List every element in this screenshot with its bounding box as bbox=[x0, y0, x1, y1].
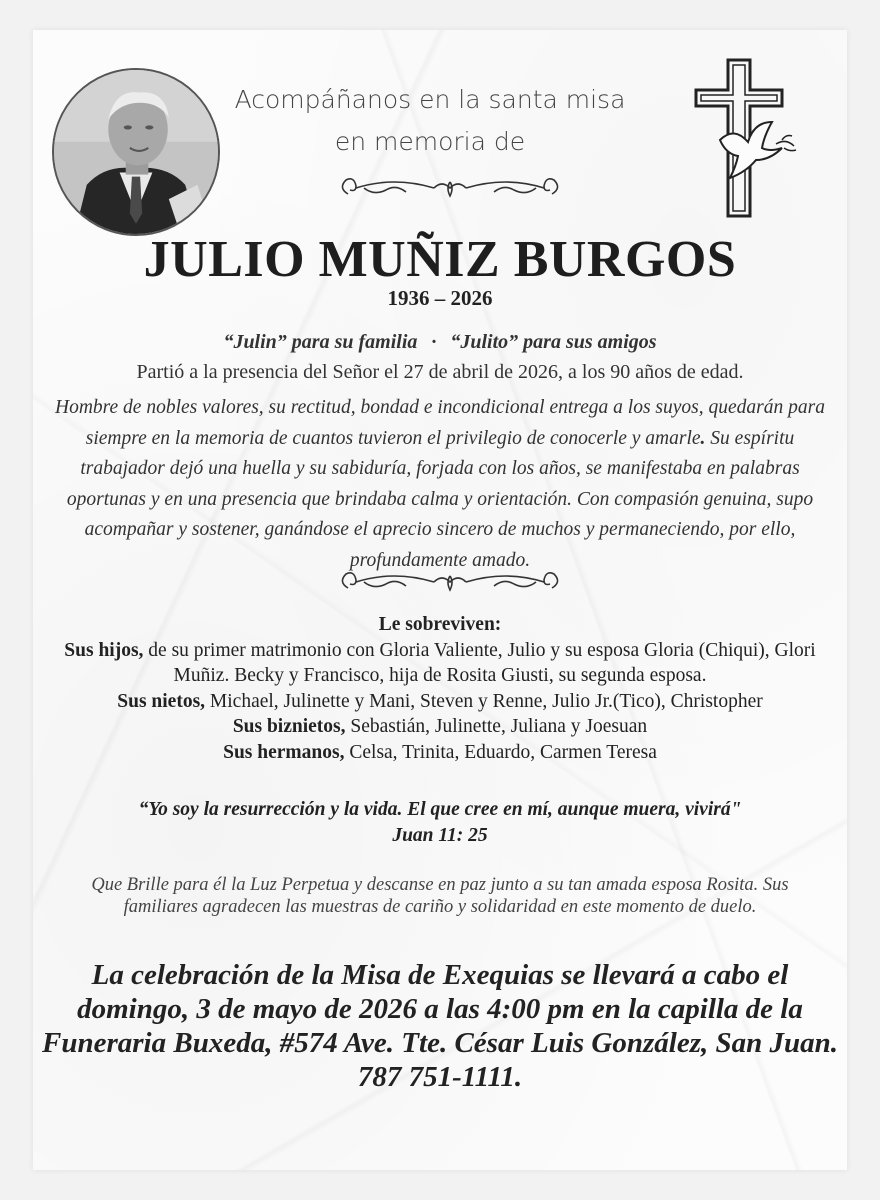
nickname-separator: · bbox=[431, 331, 437, 353]
siblings-text: Celsa, Trinita, Eduardo, Carmen Teresa bbox=[344, 741, 657, 763]
deceased-name: JULIO MUÑIZ BURGOS bbox=[143, 231, 737, 288]
flourish-divider-icon bbox=[334, 174, 566, 202]
great-grandchildren-text: Sebastián, Julinette, Juliana y Joesuan bbox=[345, 716, 648, 737]
survivors-heading: Le sobreviven: bbox=[378, 614, 502, 635]
passed-text: Partió a la presencia del Señor el 27 de abril de 2026, a los 90 años de edad. bbox=[136, 361, 744, 383]
biography-part-1: Hombre de nobles valores, su rectitud, bondad e incondicional entrega a los suyos, quedarán para siempre en la memoria de cuantos tuvieron el privilegio de conocerle y amarle bbox=[55, 397, 825, 449]
closing-text: Que Brille para él la Luz Perpetua y descanse en paz junto a su tan amada esposa Rosita. Sus familiares agradecen las muestras de cariño y solidaridad en este momento de duelo. bbox=[91, 875, 789, 917]
siblings-label: Sus hermanos, bbox=[223, 741, 345, 763]
death-year: 2026 bbox=[450, 286, 493, 310]
survivors-section bbox=[40, 612, 840, 765]
nicknames bbox=[0, 331, 880, 354]
service-details: La celebración de la Misa de Exequias se llevará a cabo el domingo, 3 de mayo de 2026 a las 4:00 pm en la capilla de la Funeraria Buxeda, #574 Ave. Tte. César Luis González, San Juan. 787 751-1111. bbox=[42, 959, 838, 1093]
invite-line-1: Acompáñanos en la santa misa bbox=[234, 85, 626, 114]
birth-year: 1936 bbox=[387, 286, 430, 310]
biography-part-1-end: . bbox=[700, 427, 706, 449]
children-text: de su primer matrimonio con Gloria Valiente, Julio y su esposa Gloria (Chiqui), Glori Muñiz. Becky y Francisco, hija de Rosita Giusti, su segunda esposa. bbox=[143, 639, 816, 686]
survivors-siblings bbox=[40, 740, 840, 766]
grandchildren-label: Sus nietos, bbox=[117, 690, 206, 712]
years-separator: – bbox=[434, 286, 446, 310]
survivors-grandchildren bbox=[40, 689, 840, 715]
flourish-divider-icon bbox=[334, 568, 566, 596]
nickname-family: “Julin” para su familia bbox=[223, 331, 418, 353]
scripture-quote bbox=[0, 797, 880, 849]
invite-line-2: en memoria de bbox=[334, 127, 526, 156]
survivors-great-grandchildren bbox=[40, 714, 840, 740]
children-label: Sus hijos, bbox=[64, 639, 144, 661]
life-years bbox=[0, 286, 880, 311]
nickname-friends: “Julito” para sus amigos bbox=[450, 331, 657, 353]
cross-with-dove-icon bbox=[690, 56, 800, 221]
scripture-text: “Yo soy la resurrección y la vida. El que cree en mí, aunque muera, vivirá" bbox=[138, 799, 742, 820]
survivors-children bbox=[40, 638, 840, 689]
great-grandchildren-label: Sus biznietos, bbox=[232, 716, 346, 737]
portrait-photo bbox=[52, 68, 220, 236]
biography bbox=[50, 393, 830, 576]
biography-part-2: Su espíritu trabajador dejó una huella y su sabiduría, forjada con los años, se manifestaba en palabras oportunas y en una presencia que brindaba calma y orientación. Con compasión genuina, supo acompañar y sostener, ganándose el aprecio sincero de muchos y permaneciendo, por ello, profundamente amado. bbox=[66, 427, 814, 571]
scripture-reference: Juan 11: 25 bbox=[392, 825, 488, 846]
grandchildren-text: Michael, Julinette y Mani, Steven y Renne, Julio Jr.(Tico), Christopher bbox=[205, 690, 763, 712]
